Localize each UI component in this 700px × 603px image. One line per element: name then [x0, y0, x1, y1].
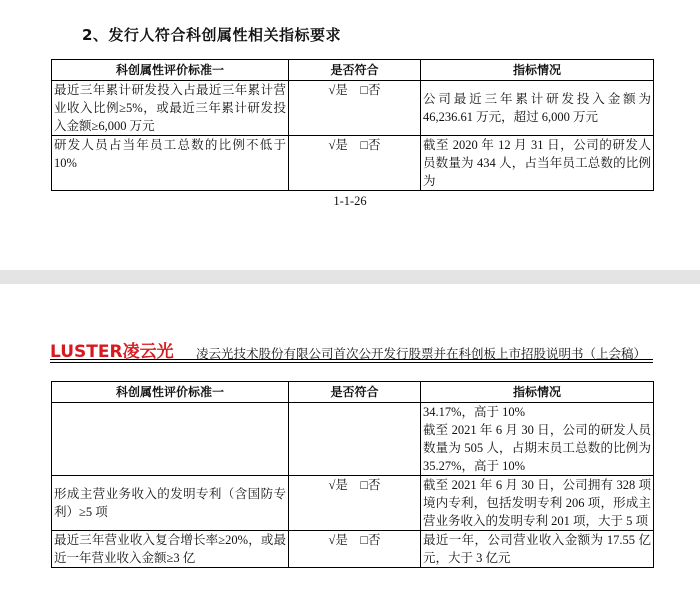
running-header-title: 凌云光技术股份有限公司首次公开发行股票并在科创板上市招股说明书（上会稿） [195, 347, 646, 361]
criterion-cell: 形成主营业务收入的发明专利（含国防专利）≥5 项 [52, 476, 289, 531]
document-page-1 [0, 0, 700, 270]
header-criterion: 科创属性评价标准一 [52, 382, 289, 403]
document-page-2 [0, 284, 700, 603]
criterion-cell-empty [52, 403, 289, 476]
header-rule-thin [50, 362, 653, 363]
header-status: 指标情况 [421, 60, 654, 81]
table-row [52, 531, 654, 568]
header-compliance: 是否符合 [289, 382, 421, 403]
criterion-cell: 最近三年营业收入复合增长率≥20%，或最近一年营业收入金额≥3 亿 [52, 531, 289, 568]
compliance-cell: √是 □否 [289, 81, 421, 136]
criteria-table-2 [51, 381, 654, 568]
compliance-cell: √是 □否 [289, 136, 421, 191]
table-header-row [52, 382, 654, 403]
continued-line: 34.17%，高于 10% [423, 405, 526, 419]
status-cell: 截至 2020 年 12 月 31 日，公司的研发人员数量为 434 人，占当年员工总数的比例为 [421, 136, 654, 191]
criterion-cell: 研发人员占当年员工总数的比例不低于 10% [52, 136, 289, 191]
page-number: 1-1-26 [333, 194, 367, 208]
status-cell: 截至 2021 年 6 月 30 日，公司拥有 328 项境内专利，包括发明专利 206 项，形成主营业务收入的发明专利 201 项，大于 5 项 [421, 476, 654, 531]
header-criterion: 科创属性评价标准一 [52, 60, 289, 81]
table-row [52, 476, 654, 531]
criterion-cell: 最近三年累计研发投入占最近三年累计营业收入比例≥5%，或最近三年累计研发投入金额≥6,000 万元 [52, 81, 289, 136]
compliance-cell-empty [289, 403, 421, 476]
status-cell: 公司最近三年累计研发投入金额为 46,236.61 万元，超过 6,000 万元 [421, 81, 654, 136]
criteria-table-1 [51, 59, 654, 191]
table-row [52, 81, 654, 136]
continued-line: 截至 2021 年 6 月 30 日，公司的研发人员数量为 505 人，占期末员工总数的比例为 35.27%，高于 10% [423, 423, 651, 473]
status-cell: 最近一年，公司营业收入金额为 17.55 亿元，大于 3 亿元 [421, 531, 654, 568]
compliance-cell: √是 □否 [289, 531, 421, 568]
table-header-row [52, 60, 654, 81]
status-cell [421, 403, 654, 476]
company-logo: LUSTER凌云光 [50, 342, 174, 362]
compliance-cell: √是 □否 [289, 476, 421, 531]
section-heading: 2、发行人符合科创属性相关指标要求 [82, 26, 341, 44]
table-row [52, 136, 654, 191]
page-gap [0, 270, 700, 284]
table-row-continued [52, 403, 654, 476]
header-rule [50, 359, 653, 360]
header-status: 指标情况 [421, 382, 654, 403]
header-compliance: 是否符合 [289, 60, 421, 81]
